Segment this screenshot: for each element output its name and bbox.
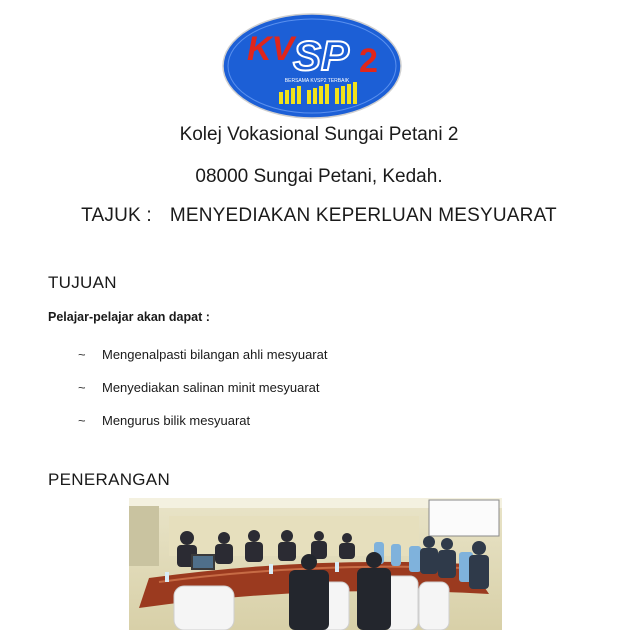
college-logo <box>221 12 403 120</box>
svg-text:SP: SP <box>293 32 350 79</box>
tilde-bullet-icon: ~ <box>78 380 86 395</box>
svg-text:BERSAMA KVSP2 TERBAIK: BERSAMA KVSP2 TERBAIK <box>284 78 350 84</box>
objectives-list <box>78 338 327 437</box>
section-heading-tujuan: TUJUAN <box>48 273 117 292</box>
list-item <box>78 371 327 404</box>
title-text: MENYEDIAKAN KEPERLUAN MESYUARAT <box>169 205 557 226</box>
document-title <box>0 205 638 227</box>
tilde-bullet-icon: ~ <box>78 413 86 428</box>
list-item <box>78 338 327 371</box>
svg-text:KV: KV <box>247 30 295 68</box>
college-name: Kolej Vokasional Sungai Petani 2 <box>179 124 459 145</box>
objective-text: Mengenalpasti bilangan ahli mesyuarat <box>102 347 328 362</box>
section-heading-penerangan: PENERANGAN <box>48 470 171 489</box>
tilde-bullet-icon: ~ <box>78 347 86 362</box>
college-address: 08000 Sungai Petani, Kedah. <box>195 166 443 187</box>
meeting-room-photo <box>129 498 502 630</box>
svg-text:2: 2 <box>359 42 378 80</box>
objective-text: Menyediakan salinan minit mesyuarat <box>102 380 320 395</box>
objective-text: Mengurus bilik mesyuarat <box>102 413 251 428</box>
list-item <box>78 404 327 437</box>
title-label: TAJUK : <box>81 205 152 226</box>
objectives-lead: Pelajar-pelajar akan dapat : <box>48 310 210 324</box>
